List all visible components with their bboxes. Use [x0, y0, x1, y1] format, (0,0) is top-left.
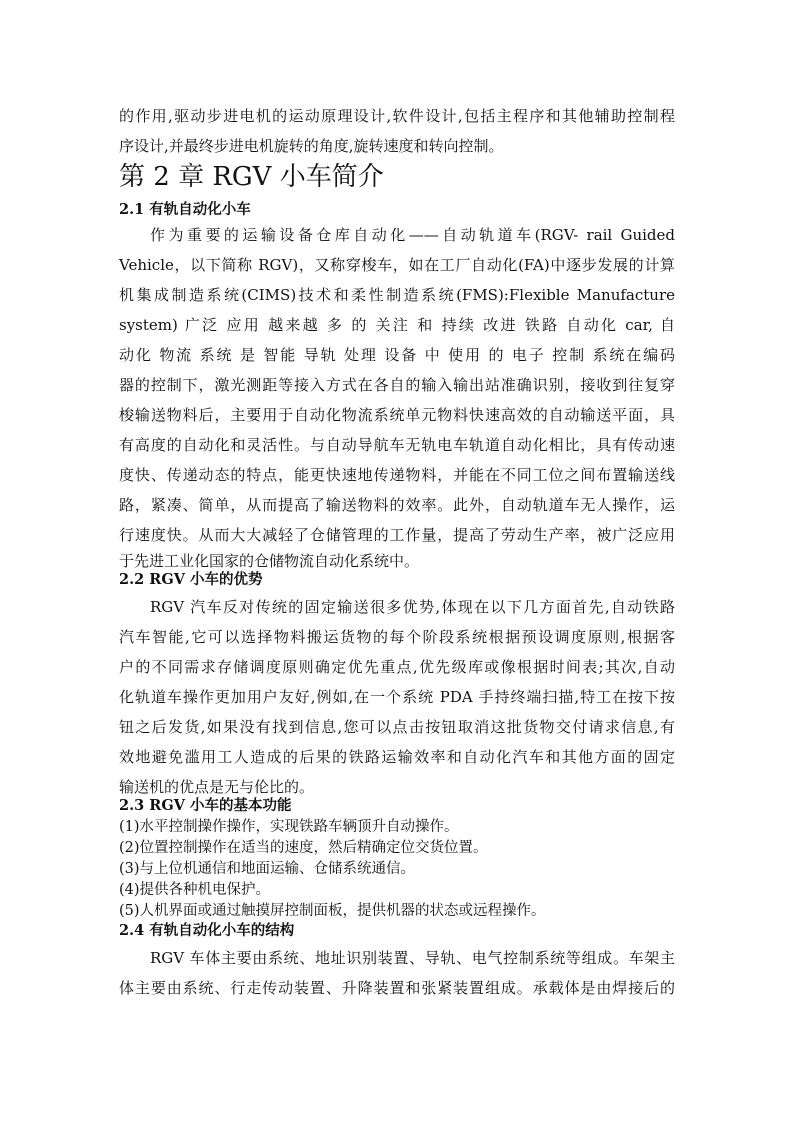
intro-line-2: 序设计,并最终步进电机旋转的角度,旋转速度和转向控制。 — [119, 137, 504, 155]
section-heading-2-3: 2.3 RGV 小车的基本功能 — [119, 797, 292, 814]
section-2-2-line: 化轨道车操作更加用户友好,例如,在一个系统 PDA 手持终端扫描,特工在按下按 — [119, 688, 675, 706]
section-2-1-line: 机集成制造系统(CIMS)技术和柔性制造系统(FMS):Flexible Manufacture — [119, 286, 675, 304]
section-heading-2-2: 2.2 RGV 小车的优势 — [119, 571, 263, 588]
chapter-title: 第 2 章 RGV 小车简介 — [119, 162, 384, 192]
section-2-1-line: 于先进工业化国家的仓储物流自动化系统中。 — [119, 552, 420, 570]
section-2-1-line: Vehicle，以下简称 RGV)，又称穿梭车，如在工厂自动化(FA)中逐步发展的计算 — [119, 256, 675, 274]
section-2-1-line: system) 广泛 应用 越来越 多 的 关注 和 持续 改进 铁路 自动化 car, 自 — [119, 316, 675, 334]
intro-line-1: 的作用,驱动步进电机的运动原理设计,软件设计,包括主程序和其他辅助控制程 — [119, 107, 675, 125]
section-2-1-line: 动化 物流 系统 是 智能 导轨 处理 设备 中 使用 的 电子 控制 系统在编码 — [119, 346, 675, 364]
section-2-2-line: 输送机的优点是无与伦比的。 — [119, 778, 315, 796]
section-2-1-line: 行速度快。从而大大减轻了仓储管理的工作量，提高了劳动生产率，被广泛应用 — [119, 526, 675, 544]
section-2-1-line: 度快、传递动态的特点，能更快速地传递物料，并能在不同工位之间布置输送线 — [119, 466, 675, 484]
function-list-item: (5)人机界面或通过触摸屏控制面板，提供机器的状态或远程操作。 — [119, 903, 546, 919]
section-2-2-line: 汽车智能,它可以选择物料搬运货物的每个阶段系统根据预设调度原则,根据客 — [119, 628, 675, 646]
section-2-4-line: RGV 车体主要由系统、地址识别装置、导轨、电气控制系统等组成。车架主 — [150, 949, 675, 967]
section-2-1-line: 路，紧凑、简单，从而提高了输送物料的效率。此外，自动轨道车无人操作，运 — [119, 496, 675, 514]
section-2-2-line: 钮之后发货,如果没有找到信息,您可以点击按钮取消这批货物交付请求信息,有 — [119, 718, 675, 736]
section-2-2-line: 效地避免滥用工人造成的后果的铁路运输效率和自动化汽车和其他方面的固定 — [119, 748, 675, 766]
function-list-item: (3)与上位机通信和地面运输、仓储系统通信。 — [119, 861, 416, 877]
function-list-item: (2)位置控制操作在适当的速度，然后精确定位交货位置。 — [119, 840, 488, 856]
section-heading-2-1: 2.1 有轨自动化小车 — [119, 201, 251, 218]
section-2-1-line: 有高度的自动化和灵活性。与自动导航车无轨电车轨道自动化相比，具有传动速 — [119, 436, 675, 454]
function-list-item: (4)提供各种机电保护。 — [119, 882, 271, 898]
section-2-4-line: 体主要由系统、行走传动装置、升降装置和张紧装置组成。承载体是由焊接后的 — [119, 979, 675, 997]
section-2-1-line: 作为重要的运输设备仓库自动化——自动轨道车(RGV- rail Guided — [150, 226, 675, 244]
section-2-1-line: 梭输送物料后，主要用于自动化物流系统单元物料快速高效的自动输送平面，具 — [119, 406, 675, 424]
function-list-item: (1)水平控制操作操作，实现铁路车辆顶升自动操作。 — [119, 819, 459, 835]
section-2-2-line: 户的不同需求存储调度原则确定优先重点,优先级库或像根据时间表;其次,自动 — [119, 658, 675, 676]
section-2-2-line: RGV 汽车反对传统的固定输送很多优势,体现在以下几方面首先,自动铁路 — [150, 598, 675, 616]
section-heading-2-4: 2.4 有轨自动化小车的结构 — [119, 922, 295, 939]
section-2-1-line: 器的控制下，激光测距等接入方式在各自的输入输出站准确识别，接收到往复穿 — [119, 376, 675, 394]
